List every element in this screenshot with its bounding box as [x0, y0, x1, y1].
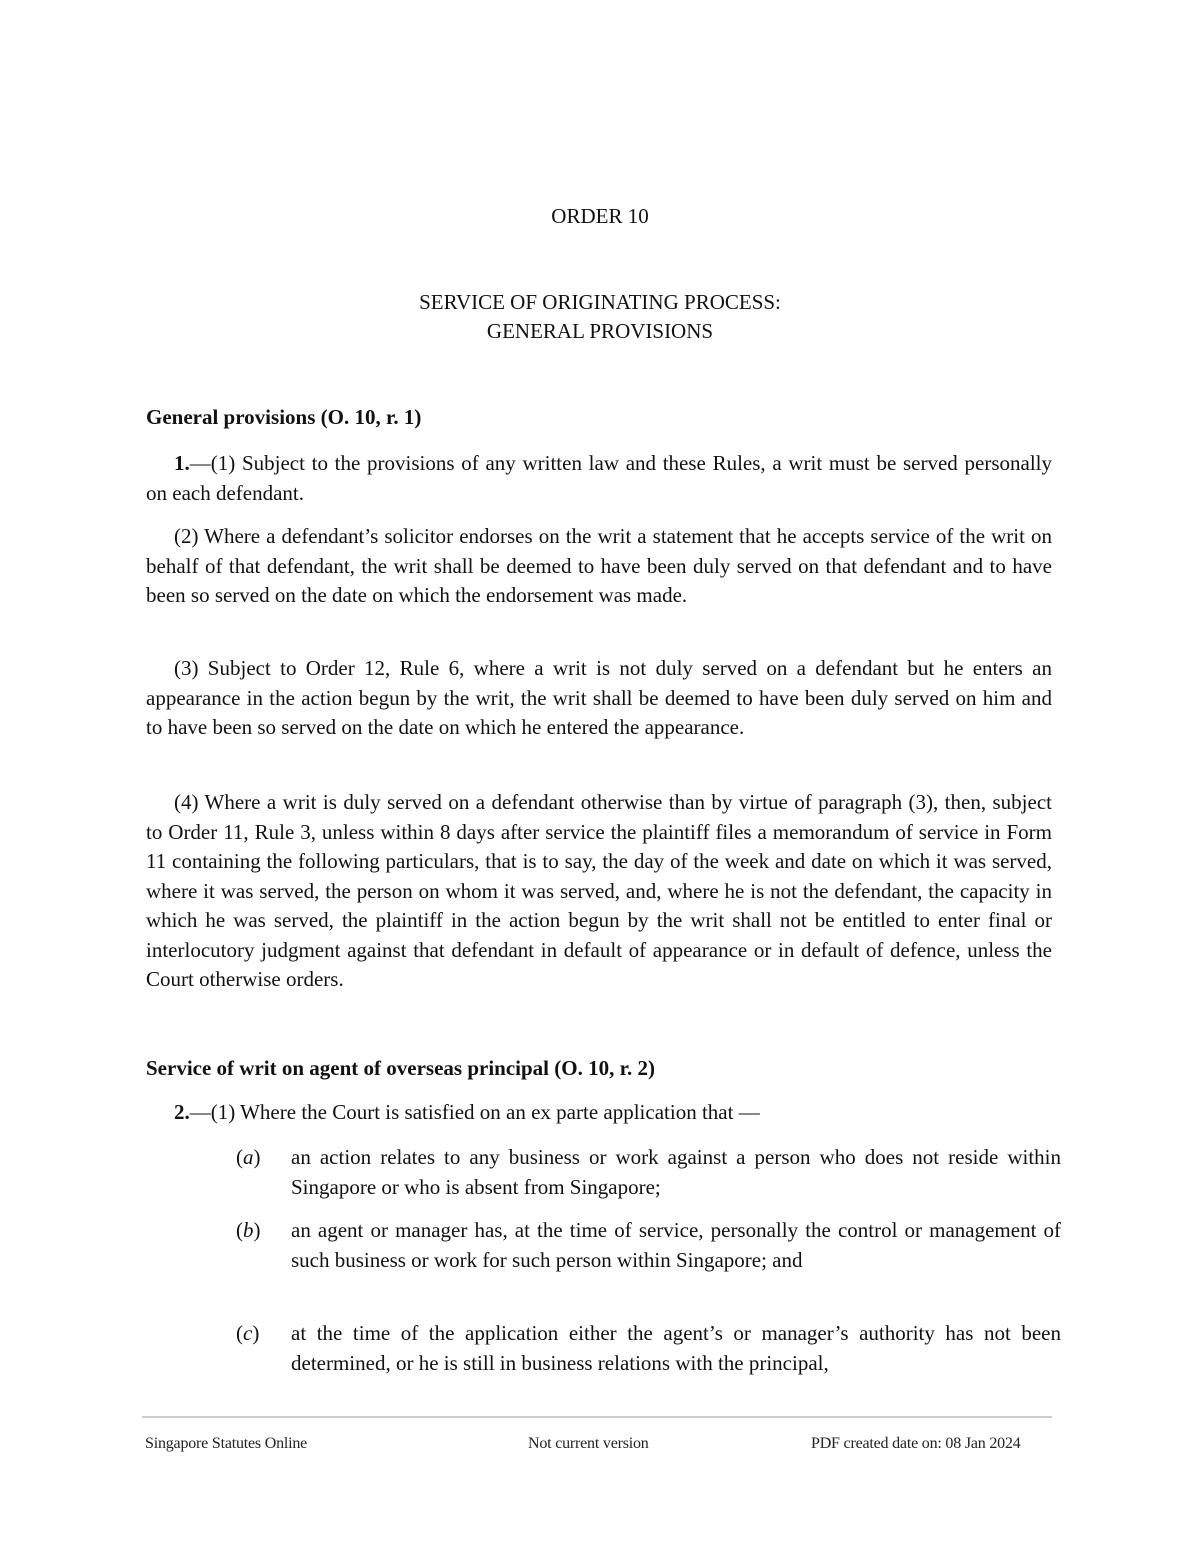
item-label: (c) — [236, 1321, 260, 1345]
rule1-paragraph-1 — [146, 449, 1052, 508]
order-subtitle-line2: GENERAL PROVISIONS — [486, 319, 714, 343]
footer-divider — [142, 1416, 1052, 1418]
rule1-paragraph-4: (4) Where a writ is duly served on a defendant otherwise than by virtue of paragraph (3), then, subject to Order 11, Rule 3, unless within 8 days after service the plaintiff files a memorandum of service in Form 11 containing the following particulars, that is to say, the day of the week and date on which it was served, where it was served, the person on whom it was served, and, where he is not the defendant, the capacity in which he was served, the plaintiff in the action begun by the writ shall not be entitled to enter final or interlocutory judgment against that defendant in default of appearance or in default of defence, unless the Court otherwise orders. — [146, 790, 1052, 991]
item-text: an agent or manager has, at the time of service, personally the control or management of such business or work for such person within Singapore; and — [291, 1218, 1061, 1272]
item-label: (b) — [236, 1218, 261, 1242]
rule1-paragraph-3: (3) Subject to Order 12, Rule 6, where a writ is not duly served on a defendant but he enters an appearance in the action begun by the writ, the writ shall be deemed to have been duly served on him and to have been so served on the date on which he entered the appearance. — [146, 656, 1052, 739]
rule1-paragraph-1-text: —(1) Subject to the provisions of any written law and these Rules, a writ must be served personally on each defendant. — [146, 451, 1052, 505]
rule2-number: 2. — [174, 1100, 190, 1124]
item-text: at the time of the application either the agent’s or manager’s authority has not been determined, or he is still in business relations with the principal, — [291, 1321, 1061, 1375]
rule1-number: 1. — [174, 451, 190, 475]
footer-version: Not current version — [528, 1435, 649, 1452]
rule2-paragraph-1 — [146, 1098, 1052, 1128]
rule2-heading: Service of writ on agent of overseas principal (O. 10, r. 2) — [146, 1056, 655, 1080]
item-text: an action relates to any business or work against a person who does not reside within Singapore or who is absent from Singapore; — [291, 1145, 1061, 1199]
footer-created-date: PDF created date on: 08 Jan 2024 — [811, 1435, 1021, 1452]
rule1-heading: General provisions (O. 10, r. 1) — [146, 405, 422, 429]
order-subtitle-line1: SERVICE OF ORIGINATING PROCESS: — [419, 290, 781, 314]
item-label: (a) — [236, 1145, 261, 1169]
footer-source: Singapore Statutes Online — [145, 1435, 308, 1452]
rule1-paragraph-2: (2) Where a defendant’s solicitor endorses on the writ a statement that he accepts service of the writ on behalf of that defendant, the writ shall be deemed to have been duly served on that defendant and to have been so served on the date on which the endorsement was made. — [146, 524, 1052, 607]
order-title: ORDER 10 — [551, 204, 649, 228]
rule2-paragraph-1-text: —(1) Where the Court is satisfied on an ex parte application that — — [189, 1100, 760, 1124]
